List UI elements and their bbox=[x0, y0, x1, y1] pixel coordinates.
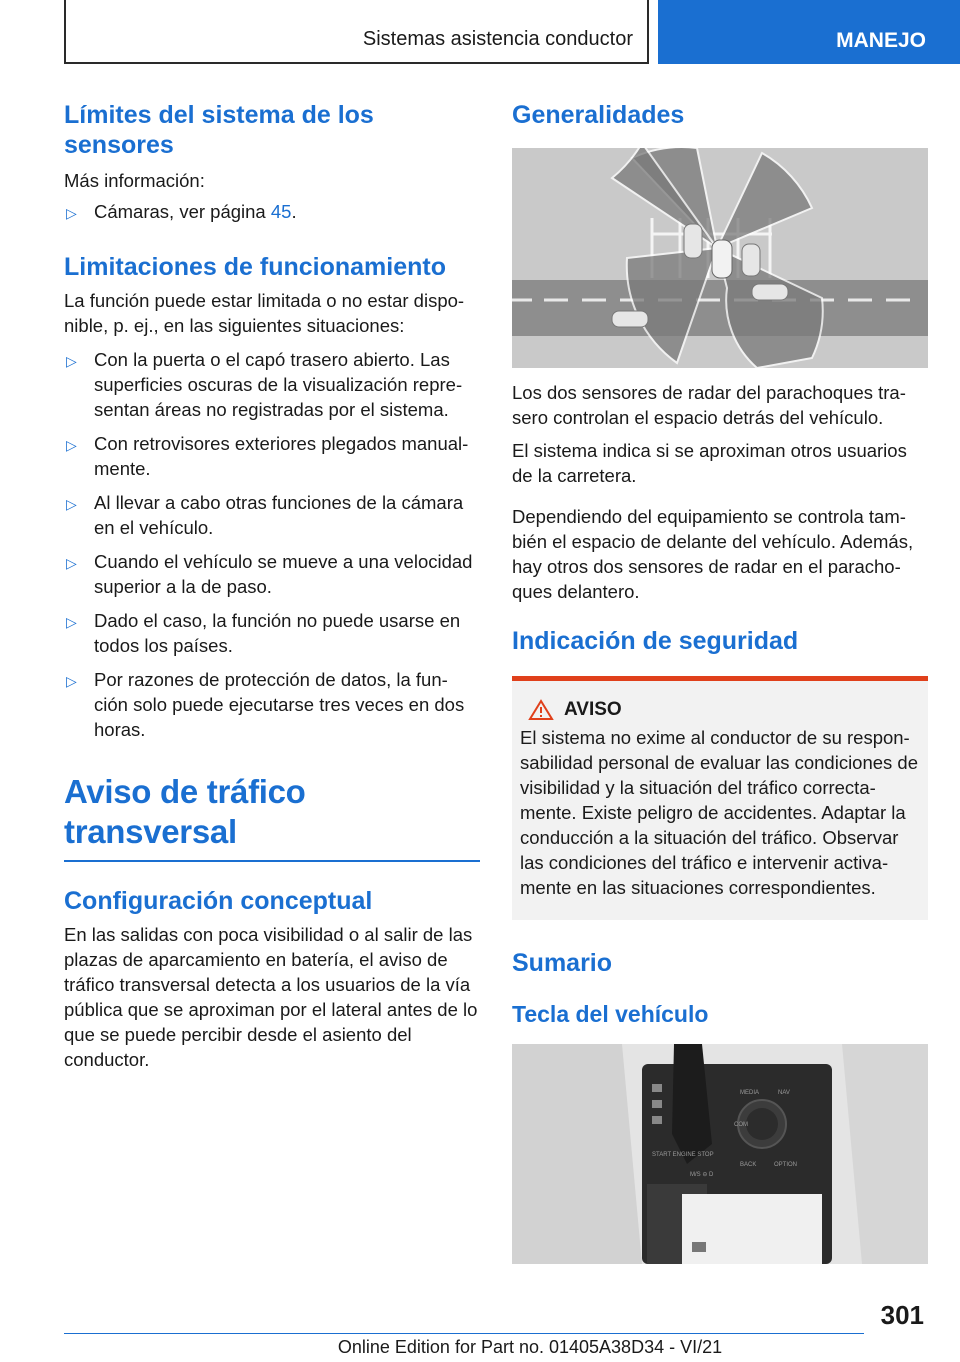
warning-triangle-icon bbox=[528, 699, 554, 721]
bullet-triangle-icon: ▷ bbox=[66, 496, 77, 512]
warning-label: AVISO bbox=[564, 699, 622, 720]
list-item bbox=[64, 608, 480, 658]
header-section-title: Sistemas asistencia conductor bbox=[362, 28, 633, 50]
chapter-label: MANEJO bbox=[836, 29, 926, 52]
console-nav-label: NAV bbox=[778, 1090, 790, 1096]
console-button-icon[interactable] bbox=[652, 1100, 662, 1108]
warning-box bbox=[512, 676, 928, 920]
console-back-label: BACK bbox=[740, 1162, 757, 1168]
center-console-photo bbox=[512, 1044, 928, 1264]
console-option-label: OPTION bbox=[774, 1162, 798, 1168]
parking-brake-icon[interactable] bbox=[692, 1242, 706, 1252]
list-item bbox=[64, 667, 480, 742]
main-title: Aviso de tráfico transversal bbox=[64, 773, 306, 850]
bullet-triangle-icon: ▷ bbox=[66, 673, 77, 689]
more-info-text: Más información: bbox=[64, 170, 205, 191]
general-paragraph-2: El sistema indica si se aproximan otros usuarios de la carretera. bbox=[512, 440, 907, 486]
list-item bbox=[64, 431, 480, 481]
general-heading: Generalidades bbox=[512, 101, 685, 129]
radar-diagram bbox=[512, 148, 928, 368]
left-column bbox=[64, 100, 480, 1072]
limitations-intro: La función puede estar limitada o no estar dispo- nible, p. ej., en las siguientes situaciones: bbox=[64, 290, 465, 336]
bullet-triangle-icon: ▷ bbox=[66, 614, 77, 630]
bullet-triangle-icon: ▷ bbox=[66, 205, 77, 221]
console-media-label: MEDIA bbox=[740, 1090, 760, 1096]
header-frame bbox=[64, 0, 649, 64]
list-item-text: Con retrovisores exteriores plegados manual- mente. bbox=[94, 433, 469, 479]
list-item-text: Al llevar a cabo otras funciones de la cámara en el vehículo. bbox=[94, 492, 464, 538]
console-com-label: COM bbox=[734, 1122, 748, 1128]
footer-rule bbox=[64, 1333, 864, 1334]
summary-heading: Sumario bbox=[512, 949, 613, 977]
list-item bbox=[64, 347, 480, 422]
warning-text: El sistema no exime al conductor de su respon- sabilidad personal de evaluar las condiciones de visibilidad y la situación del tráfico correcta- mente. Existe peligro de accidentes. Adaptar la conducción a la situación del tráfico. Observar las condiciones del tráfico e intervenir activa- mente en las situaciones correspondientes. bbox=[520, 727, 919, 898]
page-number: 301 bbox=[880, 1300, 924, 1330]
header-chapter-tab[interactable] bbox=[658, 0, 960, 64]
general-paragraph-3: Dependiendo del equipamiento se controla tam- bién el espacio de delante del vehículo. Además, hay otros dos sensores de radar en el paracho- ques delantero. bbox=[512, 506, 914, 602]
limits-heading: Límites del sistema de los sensores bbox=[64, 101, 374, 159]
console-illustration bbox=[512, 1044, 928, 1264]
general-paragraph-1: Los dos sensores de radar del parachoques tra- sero controlan el espacio detrás del vehículo. bbox=[512, 382, 906, 428]
footer-edition: Online Edition for Part no. 01405A38D34 - VI/21 bbox=[337, 1337, 723, 1357]
limitations-heading: Limitaciones de funcionamiento bbox=[64, 253, 446, 281]
bullet-triangle-icon: ▷ bbox=[66, 353, 77, 369]
concept-heading: Configuración conceptual bbox=[64, 887, 373, 915]
list-item-text: Cuando el vehículo se mueve a una velocidad superior a la de paso. bbox=[94, 551, 473, 597]
vehicle-button-heading: Tecla del vehículo bbox=[512, 1001, 709, 1027]
concept-text: En las salidas con poca visibilidad o al salir de las plazas de aparcamiento en batería, el aviso de tráfico transversal detecta a los usuarios de la vía pública que se aproximan por el lateral antes de lo que se puede percibir desde el asiento del conductor. bbox=[64, 924, 478, 1070]
page-link[interactable]: 45 bbox=[270, 201, 292, 222]
console-start-label: START ENGINE STOP bbox=[652, 1152, 714, 1158]
bullet-triangle-icon: ▷ bbox=[66, 437, 77, 453]
list-item-text: Con la puerta o el capó trasero abierto. Las superficies oscuras de la visualización repre- sentan áreas no registradas por el sistema. bbox=[94, 349, 463, 420]
console-gear-label: M/S ⊖ D bbox=[690, 1172, 714, 1178]
list-item bbox=[64, 549, 480, 599]
right-column bbox=[512, 100, 928, 1264]
title-rule bbox=[64, 860, 480, 862]
radar-zones-illustration bbox=[512, 148, 928, 368]
list-item bbox=[64, 199, 480, 224]
warning-header bbox=[520, 699, 920, 721]
cameras-item-text: Cámaras, ver página bbox=[94, 201, 271, 222]
bullet-triangle-icon: ▷ bbox=[66, 555, 77, 571]
console-button-icon[interactable] bbox=[652, 1116, 662, 1124]
console-button-icon[interactable] bbox=[652, 1084, 662, 1092]
list-item-text: Por razones de protección de datos, la fun- ción solo puede ejecutarse tres veces en dos horas. bbox=[94, 669, 465, 740]
cameras-item-end: . bbox=[291, 201, 297, 222]
list-item bbox=[64, 490, 480, 540]
list-item-text: Dado el caso, la función no puede usarse en todos los países. bbox=[94, 610, 461, 656]
safety-heading: Indicación de seguridad bbox=[512, 627, 799, 655]
